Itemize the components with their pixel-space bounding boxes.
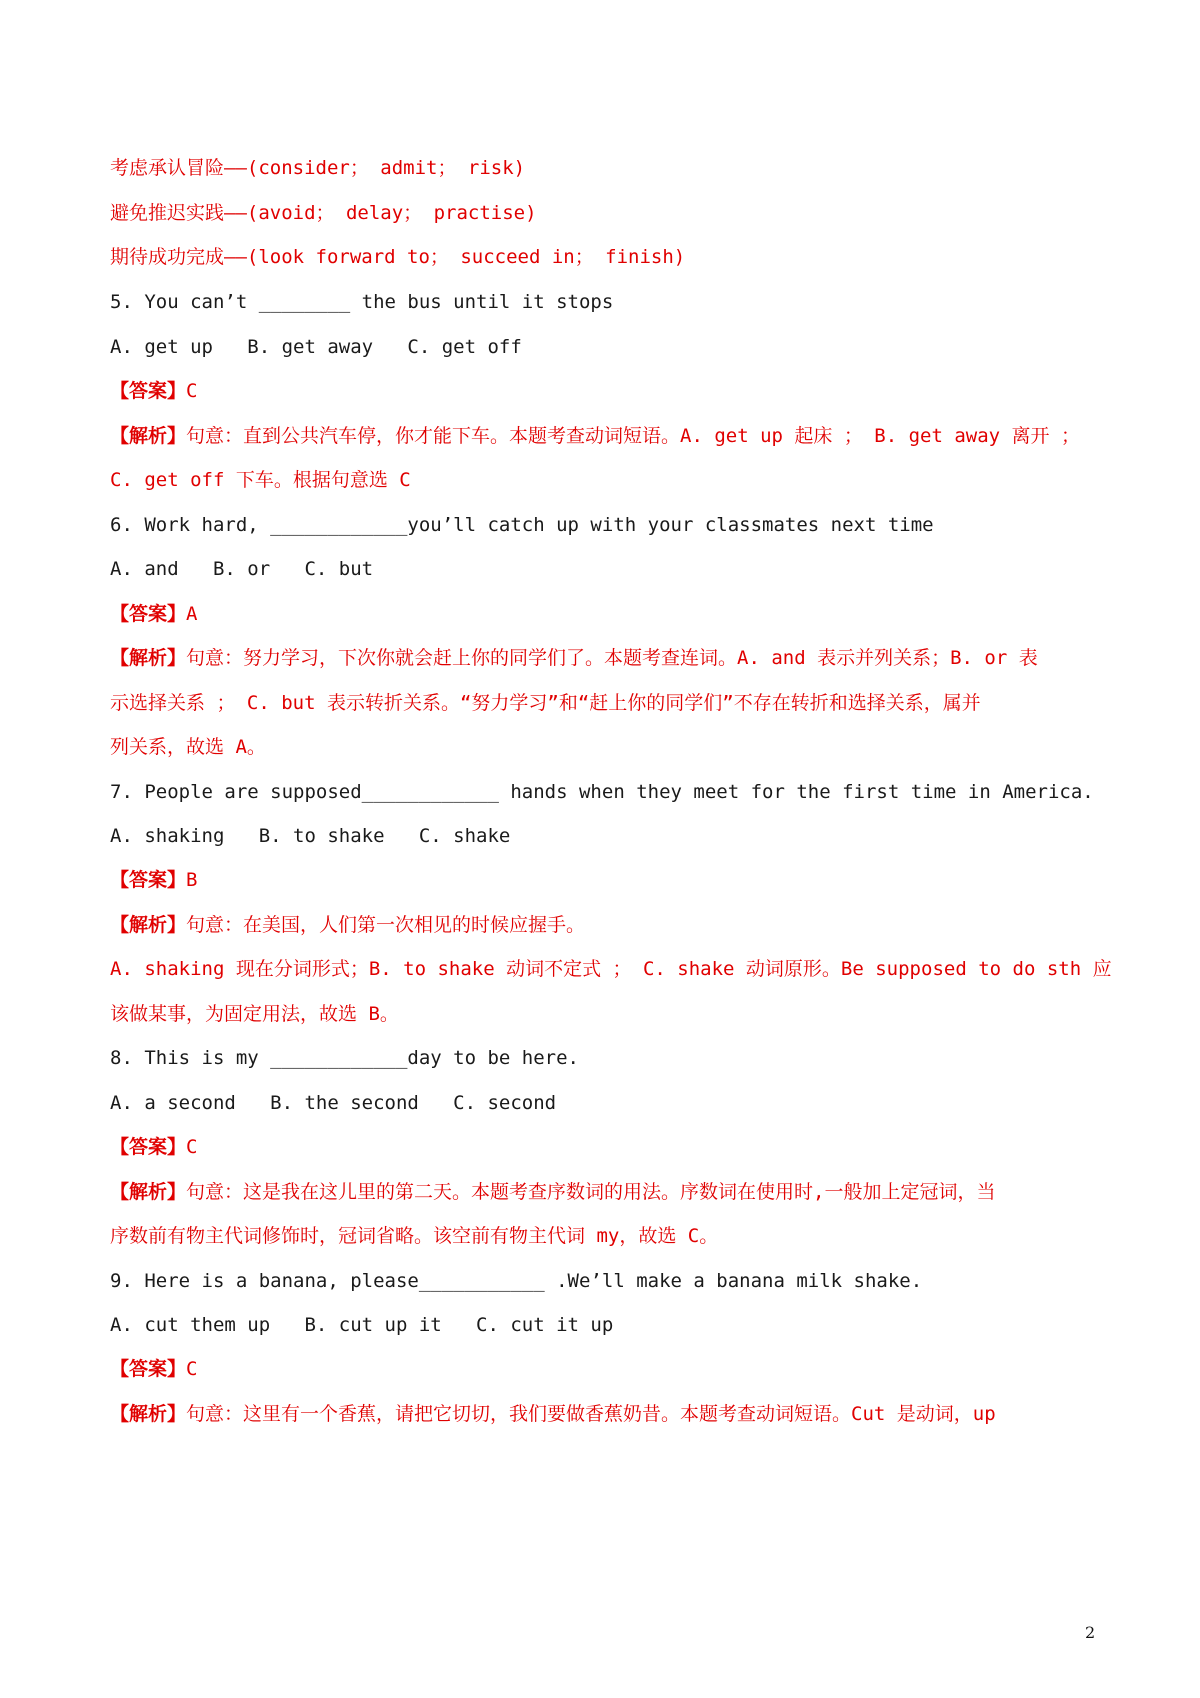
question-6-options: A. and B. or C. but (110, 558, 374, 580)
question-7-analysis: 【解析】句意：在美国，人们第一次相见的时候应握手。 (110, 914, 586, 936)
question-7-answer: 【答案】B (110, 869, 198, 891)
question-6: 6. Work hard, ____________you’ll catch up with your classmates next time (110, 514, 934, 536)
question-9-analysis: 【解析】句意：这里有一个香蕉，请把它切切，我们要做香蕉奶昔。本题考查动词短语。Cut 是动词，up (110, 1403, 996, 1425)
question-5-analysis-cont: C. get off 下车。根据句意选 C (110, 469, 411, 491)
question-6-analysis-cont: 示选择关系 ； C. but 表示转折关系。“努力学习”和“赶上你的同学们”不存在转折和选择关系，属并 (110, 692, 981, 714)
question-5-answer: 【答案】C (110, 380, 198, 402)
question-6-analysis: 【解析】句意：努力学习，下次你就会赶上你的同学们了。本题考查连词。A. and 表示并列关系；B. or 表 (110, 647, 1038, 669)
question-5: 5. You can’t ________ the bus until it stops (110, 291, 614, 313)
vocab-line-3: 期待成功完成——(look forward to； succeed in； finish) (110, 246, 686, 268)
question-6-answer: 【答案】A (110, 603, 198, 625)
question-9: 9. Here is a banana, please___________ .We’ll make a banana milk shake. (110, 1270, 923, 1292)
question-7-analysis-end: 该做某事，为固定用法，故选 B。 (110, 1003, 399, 1025)
question-7: 7. People are supposed____________ hands when they meet for the first time in America. (110, 781, 1094, 803)
page-number: 2 (1085, 1623, 1096, 1642)
question-7-options: A. shaking B. to shake C. shake (110, 825, 511, 847)
question-5-analysis: 【解析】句意：直到公共汽车停，你才能下车。本题考查动词短语。A. get up 起床 ； B. get away 离开 ； (110, 425, 1080, 447)
question-8-analysis: 【解析】句意：这是我在这儿里的第二天。本题考查序数词的用法。序数词在使用时,一般加上定冠词，当 (110, 1181, 996, 1203)
question-8-answer: 【答案】C (110, 1136, 198, 1158)
question-7-analysis-cont: A. shaking 现在分词形式；B. to shake 动词不定式 ； C. shake 动词原形。Be supposed to do sth 应 (110, 958, 1112, 980)
vocab-line-1: 考虑承认冒险——(consider； admit； risk) (110, 157, 526, 179)
question-5-options: A. get up B. get away C. get off (110, 336, 522, 358)
question-8-analysis-cont: 序数前有物主代词修饰时，冠词省略。该空前有物主代词 my，故选 C。 (110, 1225, 719, 1247)
question-6-analysis-end: 列关系，故选 A。 (110, 736, 266, 758)
vocab-line-2: 避免推迟实践——(avoid； delay； practise) (110, 202, 537, 224)
question-8-options: A. a second B. the second C. second (110, 1092, 557, 1114)
question-9-answer: 【答案】C (110, 1358, 198, 1380)
question-9-options: A. cut them up B. cut up it C. cut it up (110, 1314, 614, 1336)
question-8: 8. This is my ____________day to be here. (110, 1047, 579, 1069)
